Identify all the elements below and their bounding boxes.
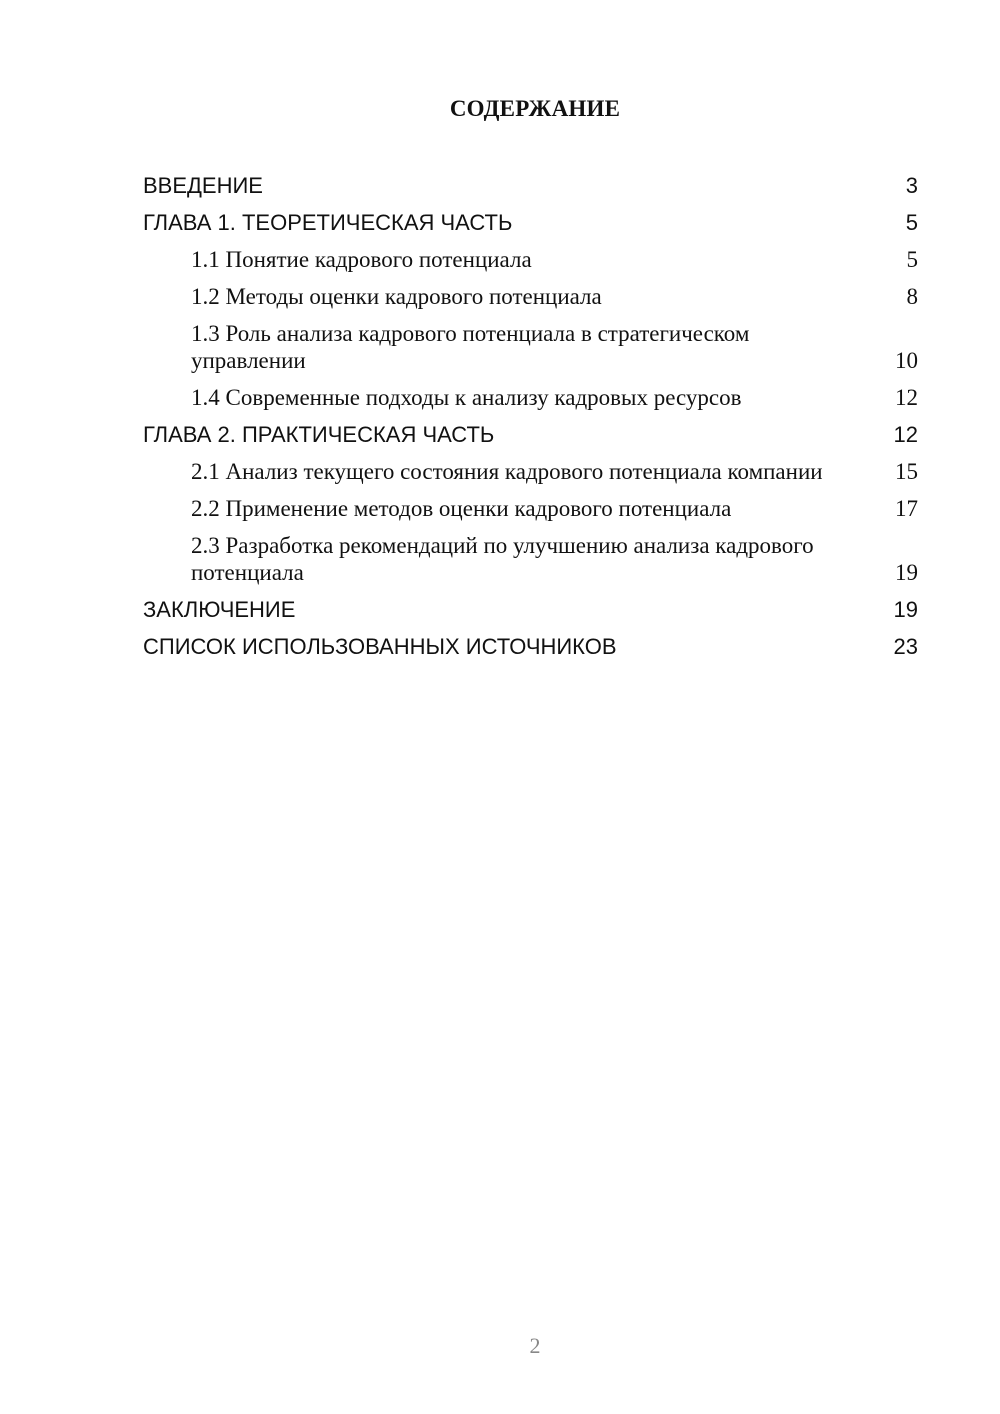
toc-entry-label: 2.3 Разработка рекомендаций по улучшению анализа кадрового потенциала bbox=[191, 533, 814, 585]
toc-entry[interactable] bbox=[143, 592, 918, 629]
toc-entry-label: СПИСОК ИСПОЛЬЗОВАННЫХ ИСТОЧНИКОВ bbox=[143, 634, 617, 659]
toc-entry[interactable] bbox=[143, 417, 918, 454]
toc-entry-label: 1.4 Современные подходы к анализу кадровых ресурсов bbox=[191, 385, 742, 410]
toc-entry-page: 5 bbox=[905, 210, 918, 235]
toc-entry[interactable] bbox=[143, 491, 918, 528]
toc-entry-page: 10 bbox=[895, 348, 918, 373]
toc-entry-page: 12 bbox=[895, 385, 918, 410]
toc-entry[interactable] bbox=[143, 279, 918, 316]
toc-entry-page: 19 bbox=[893, 597, 918, 622]
toc-entry[interactable] bbox=[143, 168, 918, 205]
toc-entry[interactable] bbox=[143, 316, 918, 380]
page-title: СОДЕРЖАНИЕ bbox=[449, 96, 621, 121]
toc-entry-label: 1.3 Роль анализа кадрового потенциала в стратегическом управлении bbox=[191, 321, 750, 373]
toc-entry-label: 2.1 Анализ текущего состояния кадрового потенциала компании bbox=[191, 459, 823, 484]
toc-entry[interactable] bbox=[143, 242, 918, 279]
toc-entry-page: 3 bbox=[905, 173, 918, 198]
toc-entry-page: 19 bbox=[895, 560, 918, 585]
toc-entry-label: ВВЕДЕНИЕ bbox=[143, 173, 263, 198]
toc-entry[interactable] bbox=[143, 454, 918, 491]
toc-entry[interactable] bbox=[143, 528, 918, 592]
toc-entry-label: 2.2 Применение методов оценки кадрового потенциала bbox=[191, 496, 732, 521]
toc-entry-label: ГЛАВА 2. ПРАКТИЧЕСКАЯ ЧАСТЬ bbox=[143, 422, 495, 447]
toc-entry-page: 12 bbox=[893, 422, 918, 447]
toc-entry[interactable] bbox=[143, 205, 918, 242]
toc-entry-page: 17 bbox=[895, 496, 918, 521]
toc-entry[interactable] bbox=[143, 629, 918, 666]
toc-entry-page: 23 bbox=[893, 634, 918, 659]
toc-entry-label: 1.1 Понятие кадрового потенциала bbox=[191, 247, 532, 272]
toc-entry-label: 1.2 Методы оценки кадрового потенциала bbox=[191, 284, 602, 309]
toc-entry-page: 5 bbox=[906, 247, 918, 272]
toc-entry-page: 15 bbox=[895, 459, 918, 484]
page-number: 2 bbox=[529, 1333, 541, 1358]
toc-entry-label: ЗАКЛЮЧЕНИЕ bbox=[143, 597, 296, 622]
toc-entry-label: ГЛАВА 1. ТЕОРЕТИЧЕСКАЯ ЧАСТЬ bbox=[143, 210, 513, 235]
toc-entry[interactable] bbox=[143, 380, 918, 417]
toc-entry-page: 8 bbox=[906, 284, 918, 309]
table-of-contents bbox=[143, 168, 918, 666]
